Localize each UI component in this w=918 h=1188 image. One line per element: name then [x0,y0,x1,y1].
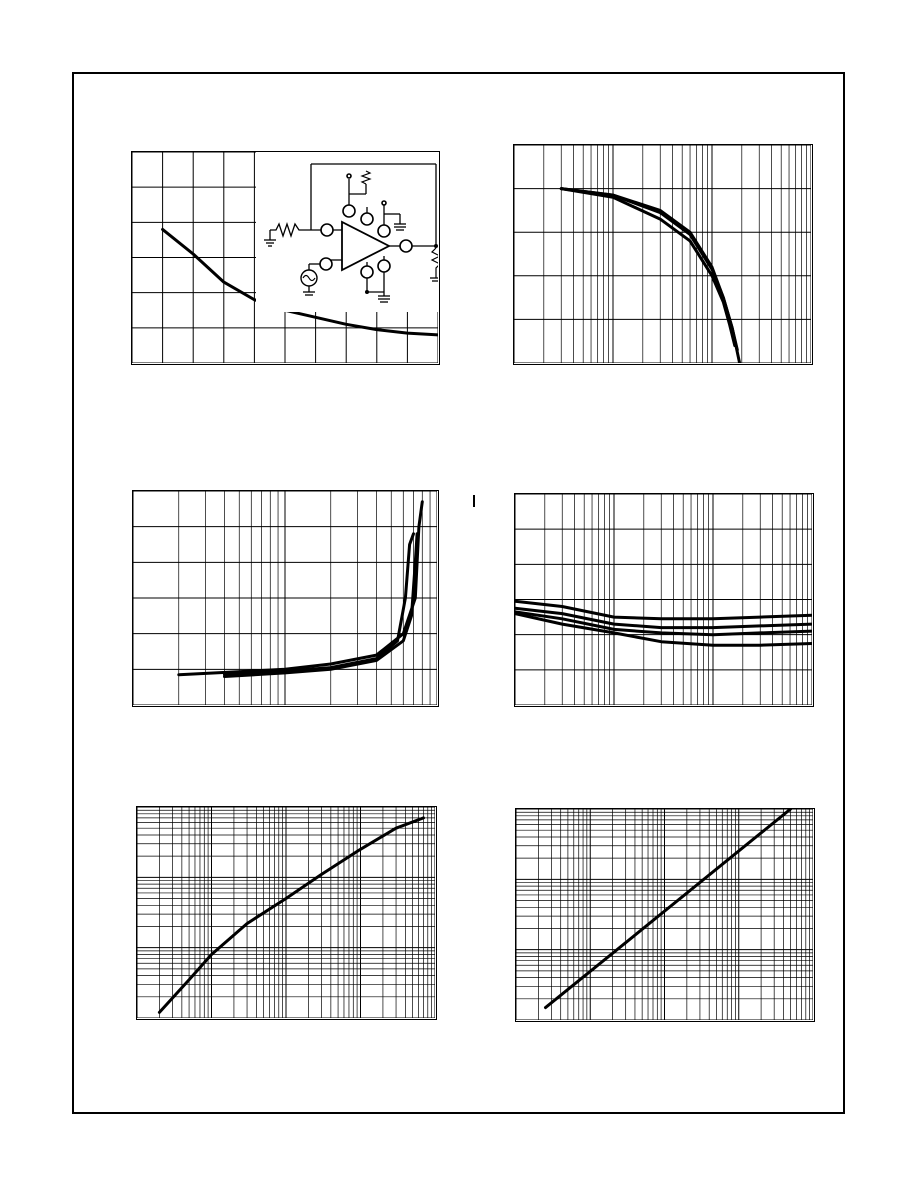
chart-4-grid [515,494,812,705]
pin-circle [361,266,373,278]
pin-circle [378,260,390,272]
chart-2 [513,144,813,365]
chart-5-series-1 [159,818,423,1013]
pin-circle [400,240,412,252]
chart-2-series-3 [561,189,735,346]
chart-6 [515,808,815,1022]
chart-1-svg [132,152,438,363]
chart-5-svg [137,807,435,1018]
chart-4-series-1 [515,601,812,619]
chart-3-series-1 [179,502,422,675]
pin-circle [320,258,332,270]
chart-3 [132,490,439,707]
pin-circle [378,225,390,237]
stray-tick-mark [473,495,475,507]
output-node [434,244,438,248]
chart-4-svg [515,494,812,705]
pin-circle [347,174,351,178]
chart-2-svg [514,145,811,363]
chart-3-series-3 [225,534,418,677]
chart-6-svg [516,809,813,1020]
chart-4 [514,493,814,707]
pin-circle [343,205,355,217]
pin-circle [361,213,373,225]
chart-6-grid [516,809,813,1020]
chart-3-svg [133,491,437,705]
circuit-schematic [256,152,438,312]
chart-1 [131,151,440,365]
pin-circle [382,201,386,205]
pin-circle [321,224,333,236]
chart-5 [136,806,437,1020]
chart-2-grid [514,145,811,363]
